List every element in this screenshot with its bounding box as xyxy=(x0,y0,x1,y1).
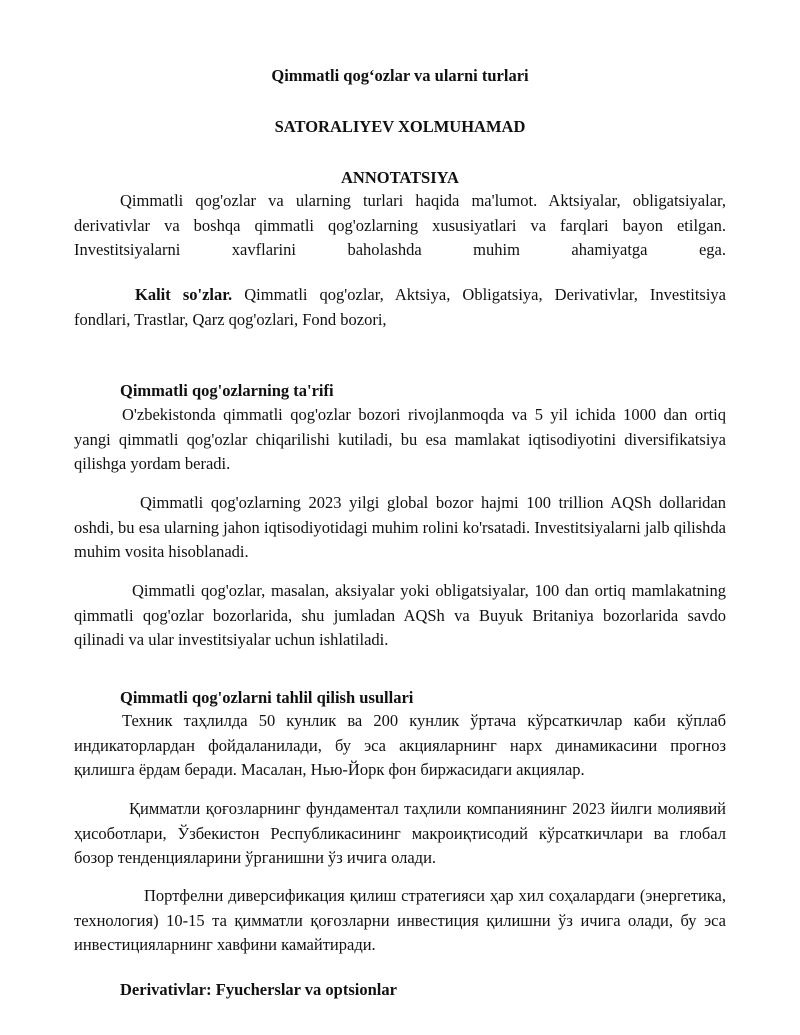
keywords-label: Kalit so'zlar. xyxy=(135,285,233,304)
abstract-paragraph: Qimmatli qog'ozlar va ularning turlari haqida ma'lumot. Aktsiyalar, obligatsiyalar, derivativlar va boshqa qimmatli qog'ozlarning xususiyatlari va farqlari bayon etilgan. Investitsiyalarni xavflarini baholashda muhim ahamiyatga ega. xyxy=(74,191,726,259)
section-heading-derivatives: Derivativlar: Fyucherslar va optsionlar xyxy=(120,980,397,999)
abstract-heading: ANNOTATSIYA xyxy=(341,168,459,187)
section-heading-definition: Qimmatli qog'ozlarning ta'rifi xyxy=(120,381,334,400)
paragraph: Портфелни диверсификация қилиш стратегияси ҳар хил соҳалардаги (энергетика, технология) 10-15 та қимматли қоғозларни инвестиция қилишни ўз ичига олади, бу эса инвестицияларнинг хавфини камайтиради. xyxy=(74,886,726,954)
paragraph: Қимматли қоғозларнинг фундаментал таҳлили компаниянинг 2023 йилги молиявий ҳисоботлари, Ўзбекистон Республикасининг макроиқтисодий кўрсаткичлари ва глобал бозор тенденцияларини ўрганишни ўз ичига олади. xyxy=(74,799,726,867)
keywords-paragraph xyxy=(74,283,726,332)
paragraph: O'zbekistonda qimmatli qog'ozlar bozori rivojlanmoqda va 5 yil ichida 1000 dan ortiq yangi qimmatli qog'ozlar chiqarilishi kutiladi, bu esa mamlakat iqtisodiyotini diversifikatsiya qilishga yordam beradi. xyxy=(74,405,726,473)
paragraph: Техник таҳлилда 50 кунлик ва 200 кунлик ўртача кўрсаткичлар каби кўплаб индикаторлардан фойдаланилади, бу эса акцияларнинг нарх динамикасини прогноз қилишга ёрдам беради. Масалан, Нью-Йорк фон биржасидаги акциялар. xyxy=(74,711,726,779)
document-title: Qimmatli qog‘ozlar va ularni turlari xyxy=(271,66,529,85)
section-heading-analysis: Qimmatli qog'ozlarni tahlil qilish usullari xyxy=(120,688,414,707)
paragraph: Qimmatli qog'ozlarning 2023 yilgi global bozor hajmi 100 trillion AQSh dollaridan oshdi, bu esa ularning jahon iqtisodiyotidagi muhim rolini ko'rsatadi. Investitsiyalarni jalb qilishda muhim vosita hisoblanadi. xyxy=(74,493,726,561)
author-name: SATORALIYEV XOLMUHAMAD xyxy=(274,117,526,136)
keywords-text: Qimmatli qog'ozlar, Aktsiya, Obligatsiya, Derivativlar, Investitsiya fondlari, Trastlar, Qarz qog'ozlari, Fond bozori, xyxy=(74,285,726,329)
paragraph: Qimmatli qog'ozlar, masalan, aksiyalar yoki obligatsiyalar, 100 dan ortiq mamlakatning qimmatli qog'ozlar bozorlarida, shu jumladan AQSh va Buyuk Britaniya bozorlarida savdo qilinadi va ular investitsiyalar uchun ishlatiladi. xyxy=(74,581,726,649)
